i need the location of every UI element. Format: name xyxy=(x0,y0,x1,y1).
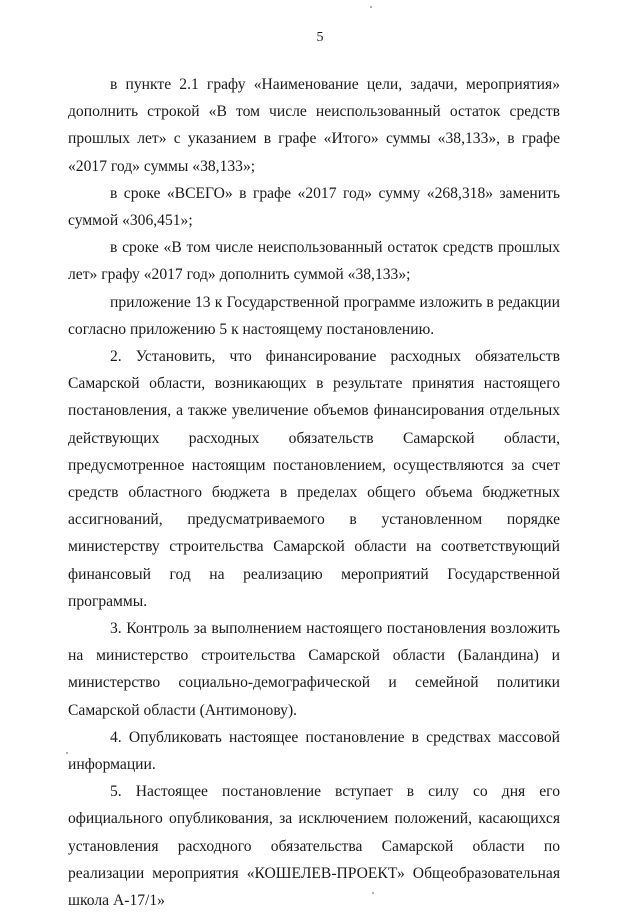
paragraph-clause-5-effective: 5. Настоящее постановление вступает в силу со дня его официального опубликования, за исключением положений, касающихся установления расходного обязательства Самарской области по реализации мероприятия «КОШЕЛЕВ-ПРОЕКТ» Общеобразовательная школа А-17/1» xyxy=(68,783,560,910)
paragraph-appendix-13: приложение 13 к Государственной программе изложить в редакции согласно приложению 5 к настоящему постановлению. xyxy=(68,293,560,338)
page-number: 5 xyxy=(316,30,324,45)
paragraph-amend-total-row: в сроке «ВСЕГО» в графе «2017 год» сумму «268,318» заменить суммой «306,451»; xyxy=(68,184,560,230)
paragraph-clause-4-publish: 4. Опубликовать настоящее постановление в средствах массовой информации. xyxy=(68,728,560,774)
document-body xyxy=(68,71,560,914)
paragraph-clause-3-control: 3. Контроль за выполнением настоящего постановления возложить на министерство строительства Самарской области (Баландина) и министерство социально-демографической и семейной политики Самарской области (Антимонову). xyxy=(68,620,560,719)
paragraph-amend-unused-balance-row: в сроке «В том числе неиспользованный остаток средств прошлых лет» графу «2017 год» дополнить суммой «38,133»; xyxy=(68,239,560,284)
scan-speck xyxy=(370,6,372,8)
paragraph-amend-item-2-1: в пункте 2.1 графу «Наименование цели, задачи, мероприятия» дополнить строкой «В том числе неиспользованный остаток средств прошлых лет» с указанием в графе «Итого» суммы «38,133», в графе «2017 год» суммы «38,133»; xyxy=(68,76,560,175)
paragraph-clause-2-financing: 2. Установить, что финансирование расходных обязательств Самарской области, возникающих в результате принятия настоящего постановления, а также увеличение объемов финансирования отдельных действующих расходных обязательств Самарской области, предусмотренное настоящим постановлением, осуществляются за счет средств областного бюджета в пределах общего объема бюджетных ассигнований, предусматриваемого в установленном порядке министерству строительства Самарской области на соответствующий финансовый год на реализацию мероприятий Государственной программы. xyxy=(68,348,560,610)
scan-speck xyxy=(66,752,68,754)
scan-speck xyxy=(372,892,374,894)
